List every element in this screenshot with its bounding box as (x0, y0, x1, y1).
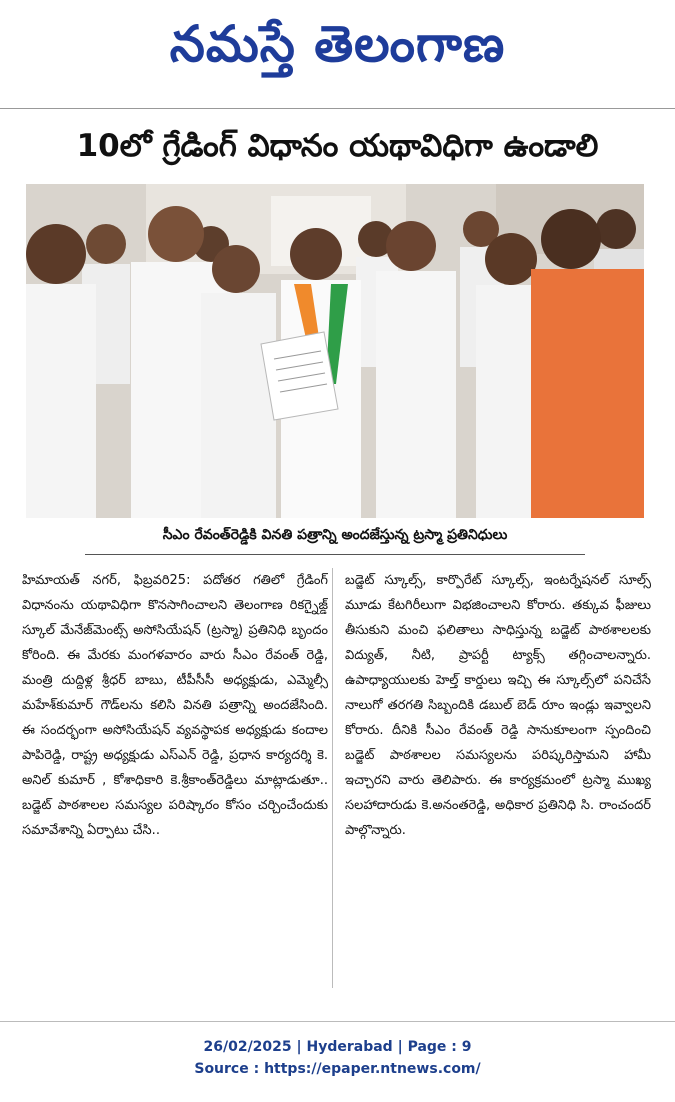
caption-text: సీఎం రేవంత్‌రెడ్డికి వినతి పత్రాన్ని అందజేస్తున్న ట్రస్మా ప్రతినిధులు (162, 526, 508, 543)
masthead (0, 0, 675, 100)
footer-date-edition: 26/02/2025 | Hyderabad | Page : 9 (203, 1039, 472, 1055)
article-column-left: హిమాయత్ నగర్, ఫిబ్రవరి25: పదోతర గతిలో గ్రేడింగ్ విధానంను యథావిధిగా కొనసాగించాలని తెలంగాణ రికగ్నైజ్డ్ స్కూల్ మేనేజ్‌మెంట్స్ అసోసియేషన్ (ట్రస్మా) ప్రతినిధి బృందం కోరింది. ఈ మేరకు మంగళవారం వారు సీఎం రేవంత్ రెడ్డి, మంత్రి దుద్దిళ్ల శ్రీధర్ బాబు, టీపీసీసీ అధ్యక్షుడు, ఎమ్మెల్సీ మహేశ్‌కుమార్ గౌడ్‌లను కలిసి వినతి పత్రాన్ని అందజేసింది. ఈ సందర్భంగా అసోసియేషన్ వ్యవస్థాపక అధ్యక్షుడు కందాల పాపిరెడ్డి, రాష్ట్ర అధ్యక్షుడు ఎస్ఎన్ రెడ్డి, ప్రధాన కార్యదర్శి కె. అనిల్ కుమార్ , కోశాధికారి కె.శ్రీకాంత్‌రెడ్డిలు మాట్లాడుతూ.. బడ్జెట్ పాఠశాలల సమస్యల పరిష్కారం కోసం చర్చించేందుకు సమావేశాన్ని ఏర్పాటు చేసి.. (22, 573, 328, 838)
newspaper-title: నమస్తే తెలంగాణ (169, 14, 506, 73)
footer-divider (0, 1021, 675, 1022)
column-divider (332, 568, 333, 988)
news-photo (26, 184, 644, 518)
group-photo-illustration (26, 184, 644, 518)
headline-text: 10లో గ్రేడింగ్ విధానం యథావిధిగా ఉండాలి (76, 127, 599, 164)
caption-underline (85, 554, 585, 555)
masthead-divider (0, 108, 675, 109)
photo-caption (85, 520, 585, 552)
headline (20, 118, 655, 180)
article-column-right: బడ్జెట్ స్కూల్స్, కార్పొరేట్ స్కూల్స్, ఇంటర్నేషనల్ సూల్స్ మూడు కేటగిరీలుగా విభజించాలని కోరారు. తక్కువ ఫీజులు తీసుకుని మంచి ఫలితాలు సాధిస్తున్న బడ్జెట్ పాఠశాలలకు విద్యుత్, నీటి, ప్రాపర్టీ ట్యాక్స్ తగ్గించాలన్నారు. ఉపాధ్యాయులకు హెల్త్ కార్డులు ఇచ్చి ఈ స్కూల్స్‌లో పనిచేసే నాలుగో తరగతి సిబ్బందికి డబుల్ బెడ్ రూం ఇండ్లు ఇవ్వాలని కోరారు. దీనికి సీఎం రేవంత్ రెడ్డి సానుకూలంగా స్పందించి బడ్జెట్ పాఠశాలల సమస్యలను పరిష్కరిస్తామని హామీ ఇచ్చారని వారు తెలిపారు. ఈ కార్యక్రమంలో ట్రస్మా ముఖ్య సలహాదారుడు కె.అనంతరెడ్డి, అధికార ప్రతినిధి సి. రాంచందర్ పాల్గొన్నారు. (345, 573, 651, 838)
footer (0, 1036, 675, 1080)
footer-source-link[interactable]: Source : https://epaper.ntnews.com/ (194, 1061, 481, 1077)
